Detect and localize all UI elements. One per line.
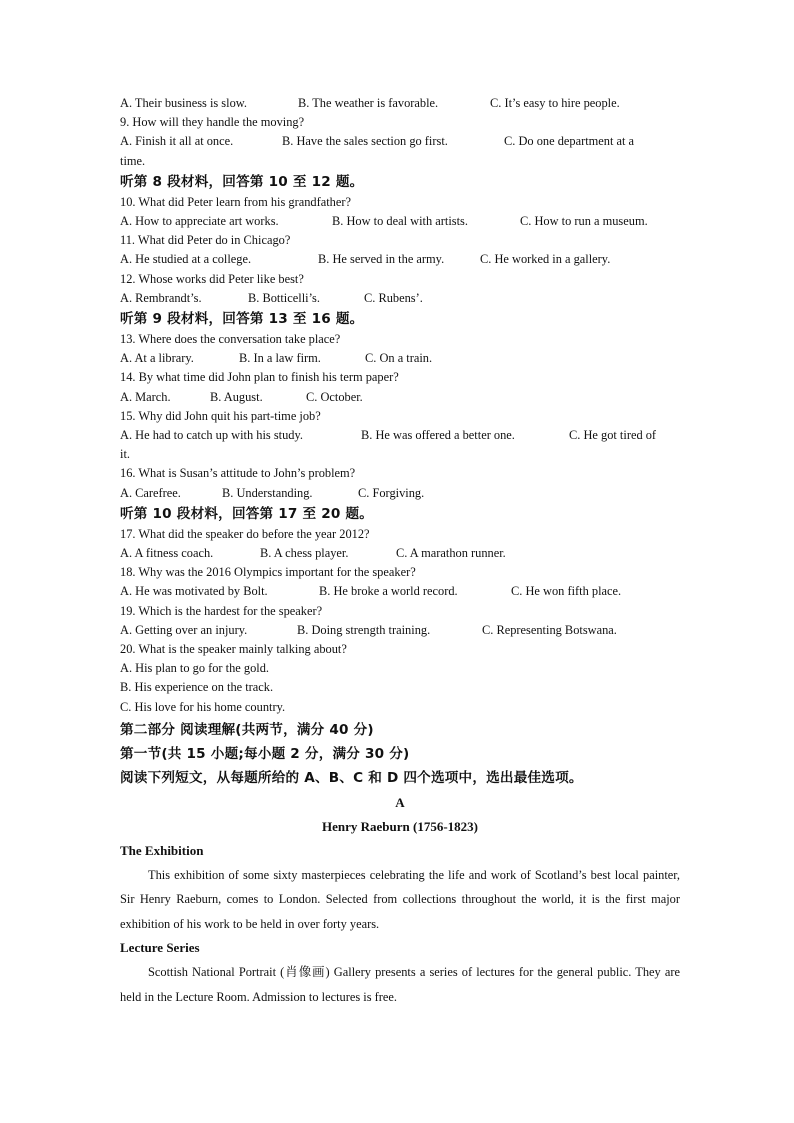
question-14: 14. By what time did John plan to finish his term paper? <box>120 370 399 385</box>
option-c: C. He got tired of <box>569 428 657 443</box>
option-c: C. October. <box>306 389 363 404</box>
option-c: C. On a train. <box>365 351 433 366</box>
q9-option-c-continued: time. <box>120 153 146 168</box>
option-c: C. He worked in a gallery. <box>480 252 611 267</box>
passage-title: Henry Raeburn (1756-1823) <box>322 818 478 834</box>
option-b: B. He was offered a better one. <box>361 428 515 443</box>
option-b: B. He broke a world record. <box>319 584 458 599</box>
q10-options <box>120 212 680 231</box>
subheading-lecture-series: Lecture Series <box>120 940 200 956</box>
q18-options <box>120 582 680 601</box>
q8-options <box>120 94 680 113</box>
option-a: A. A fitness coach. <box>120 546 214 561</box>
option-a: A. March. <box>120 389 171 404</box>
option-c: C. A marathon runner. <box>396 546 506 561</box>
option-b: B. August. <box>210 389 263 404</box>
option-b: B. A chess player. <box>260 546 349 561</box>
q17-options <box>120 544 680 563</box>
question-15: 15. Why did John quit his part-time job? <box>120 408 321 423</box>
option-b: B. Doing strength training. <box>297 622 431 637</box>
option-b: B. Have the sales section go first. <box>282 134 448 149</box>
paragraph-lecture-series: Scottish National Portrait (肖像画) Gallery presents a series of lectures for the general public. They are held in the Lecture Room. Admission to lectures is free. <box>120 965 680 1004</box>
question-10: 10. What did Peter learn from his grandfather? <box>120 194 351 209</box>
option-c: C. Forgiving. <box>358 485 425 500</box>
question-19: 19. Which is the hardest for the speaker? <box>120 603 323 618</box>
option-c: C. Do one department at a <box>504 134 635 149</box>
subheading-exhibition: The Exhibition <box>120 842 204 858</box>
question-18: 18. Why was the 2016 Olympics important for the speaker? <box>120 565 416 580</box>
option-b: B. How to deal with artists. <box>332 214 468 229</box>
exam-page <box>120 94 680 1009</box>
option-a: A. Getting over an injury. <box>120 622 248 637</box>
option-a: A. Carefree. <box>120 485 181 500</box>
paragraph-exhibition: This exhibition of some sixty masterpieces celebrating the life and work of Scotland’s best local painter, Sir Henry Raeburn, comes to London. Selected from collections throughout the world, it is the first major exhibition of his work to be held in over forty years. <box>120 867 680 931</box>
q13-options <box>120 349 680 368</box>
q11-options <box>120 250 680 269</box>
reading-instruction: 阅读下列短文，从每题所给的 A、B、C 和 D 四个选项中，选出最佳选项。 <box>120 769 583 786</box>
question-20: 20. What is the speaker mainly talking about? <box>120 642 347 657</box>
question-11: 11. What did Peter do in Chicago? <box>120 233 291 248</box>
option-a: A. Finish it all at once. <box>120 134 234 149</box>
option-b: B. In a law firm. <box>239 351 321 366</box>
option-a: A. How to appreciate art works. <box>120 214 279 229</box>
question-13: 13. Where does the conversation take place? <box>120 332 341 347</box>
option-a: A. Rembrandt’s. <box>120 290 202 305</box>
option-a: A. He was motivated by Bolt. <box>120 584 268 599</box>
option-c: C. Representing Botswana. <box>482 622 617 637</box>
part-2-heading: 第二部分 阅读理解(共两节，满分 40 分) <box>120 721 374 738</box>
option-c: C. His love for his home country. <box>120 699 286 714</box>
option-b: B. His experience on the track. <box>120 680 274 695</box>
q14-options <box>120 388 680 407</box>
q12-options <box>120 289 680 308</box>
passage-letter: A <box>395 794 405 810</box>
section-10-heading: 听第 10 段材料，回答第 17 至 20 题。 <box>120 505 374 522</box>
q16-options <box>120 484 680 503</box>
option-b: B. He served in the army. <box>318 252 445 267</box>
section-8-heading: 听第 8 段材料，回答第 10 至 12 题。 <box>120 173 364 190</box>
option-c: C. How to run a museum. <box>520 214 648 229</box>
option-a: A. He had to catch up with his study. <box>120 428 303 443</box>
question-16: 16. What is Susan’s attitude to John’s problem? <box>120 466 356 481</box>
section-1-heading: 第一节(共 15 小题;每小题 2 分，满分 30 分) <box>120 745 410 762</box>
option-c: C. Rubens’. <box>364 290 423 305</box>
q15-options <box>120 426 680 445</box>
option-a: A. Their business is slow. <box>120 96 248 110</box>
section-9-heading: 听第 9 段材料，回答第 13 至 16 题。 <box>120 311 364 328</box>
option-a: A. At a library. <box>120 351 194 366</box>
question-12: 12. Whose works did Peter like best? <box>120 271 304 286</box>
question-9: 9. How will they handle the moving? <box>120 115 305 130</box>
option-c: C. It’s easy to hire people. <box>490 96 620 110</box>
question-17: 17. What did the speaker do before the year 2012? <box>120 526 370 541</box>
option-b: B. Understanding. <box>222 485 313 500</box>
q19-options <box>120 621 680 640</box>
q9-options <box>120 132 680 151</box>
option-a: A. He studied at a college. <box>120 252 252 267</box>
option-b: B. Botticelli’s. <box>248 290 320 305</box>
option-a: A. His plan to go for the gold. <box>120 661 270 676</box>
q15-option-c-continued: it. <box>120 447 130 462</box>
option-b: B. The weather is favorable. <box>298 96 439 110</box>
option-c: C. He won fifth place. <box>511 584 622 599</box>
